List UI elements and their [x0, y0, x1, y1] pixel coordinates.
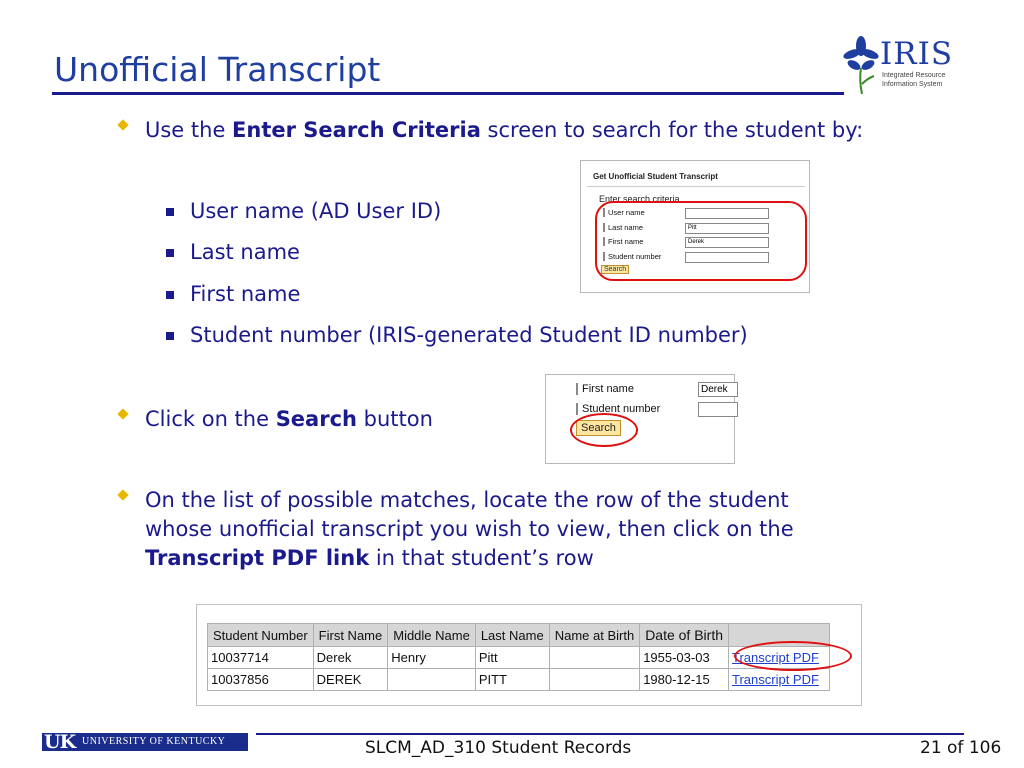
col-date-of-birth: Date of Birth	[640, 624, 729, 647]
sub-item-user-name: User name (AD User ID)	[190, 199, 442, 223]
first-name-field[interactable]: Derek	[685, 237, 769, 248]
cell-date-of-birth: 1955-03-03	[640, 647, 729, 669]
footer-course: SLCM_AD_310 Student Records	[365, 738, 632, 758]
user-name-label: User name	[603, 208, 645, 217]
bullet-diamond-icon	[117, 489, 128, 500]
sub-bullet-square-icon	[166, 291, 174, 299]
iris-logo-text: IRIS	[880, 36, 954, 72]
form-header-divider	[587, 186, 805, 187]
transcript-pdf-link[interactable]: Transcript PDF	[729, 647, 830, 669]
first-name-label: First name	[576, 383, 634, 395]
cell-student-number: 10037714	[208, 647, 314, 669]
first-name-label: First name	[603, 237, 643, 246]
sub-bullet-square-icon	[166, 249, 174, 257]
cell-first-name: DEREK	[313, 669, 388, 691]
cell-middle-name: Henry	[388, 647, 476, 669]
cell-last-name: Pitt	[475, 647, 549, 669]
sub-item-student-number: Student number (IRIS-generated Student ID number)	[190, 323, 748, 347]
slide-title: Unofficial Transcript	[54, 50, 381, 89]
transcript-pdf-link[interactable]: Transcript PDF	[729, 669, 830, 691]
table-row	[208, 669, 830, 691]
col-middle-name: Middle Name	[388, 624, 476, 647]
highlight-ring	[595, 201, 807, 281]
footer-rule	[256, 733, 964, 735]
search-button-screenshot	[545, 374, 735, 464]
highlight-ring	[570, 413, 638, 447]
search-button[interactable]: Search	[601, 265, 629, 274]
last-name-field[interactable]: Pitt	[685, 223, 769, 234]
iris-logo-subtitle: Integrated Resource Information System	[882, 72, 946, 88]
cell-name-at-birth	[549, 647, 639, 669]
bullet-diamond-icon	[117, 408, 128, 419]
first-name-field[interactable]: Derek	[698, 382, 738, 397]
footer-page-number: 21 of 106	[920, 738, 1002, 758]
form-header: Get Unofficial Student Transcript	[593, 172, 718, 181]
cell-date-of-birth: 1980-12-15	[640, 669, 729, 691]
col-first-name: First Name	[313, 624, 388, 647]
cell-first-name: Derek	[313, 647, 388, 669]
title-underline	[52, 92, 844, 95]
cell-last-name: PITT	[475, 669, 549, 691]
col-name-at-birth: Name at Birth	[549, 624, 639, 647]
uk-logo-mark: UK	[44, 731, 76, 753]
bullet-search-criteria: Use the Enter Search Criteria screen to search for the student by:	[145, 118, 864, 142]
form-subheader: Enter search criteria	[599, 194, 680, 204]
bullet-transcript-link: On the list of possible matches, locate the row of the student whose unofficial transcript you wish to view, then click on the Transcript PDF link in that student’s row	[145, 488, 794, 570]
cell-student-number: 10037856	[208, 669, 314, 691]
search-button[interactable]: Search	[576, 420, 621, 436]
cell-middle-name	[388, 669, 476, 691]
last-name-label: Last name	[603, 223, 643, 232]
uk-logo-text: UNIVERSITY OF KENTUCKY	[82, 736, 226, 747]
col-student-number: Student Number	[208, 624, 314, 647]
sub-item-last-name: Last name	[190, 240, 300, 264]
student-number-label: Student number	[603, 252, 661, 261]
highlight-ring	[734, 641, 852, 671]
col-last-name: Last Name	[475, 624, 549, 647]
sub-bullet-square-icon	[166, 208, 174, 216]
sub-bullet-square-icon	[166, 332, 174, 340]
student-number-label: Student number	[576, 403, 660, 415]
student-number-field[interactable]	[698, 402, 738, 417]
cell-name-at-birth	[549, 669, 639, 691]
table-header-row	[208, 624, 830, 647]
bullet-diamond-icon	[117, 119, 128, 130]
sub-item-first-name: First name	[190, 282, 301, 306]
results-screenshot	[196, 604, 862, 706]
search-criteria-screenshot	[580, 160, 810, 293]
iris-flower-icon	[842, 34, 882, 96]
bullet-click-search: Click on the Search button	[145, 407, 433, 431]
